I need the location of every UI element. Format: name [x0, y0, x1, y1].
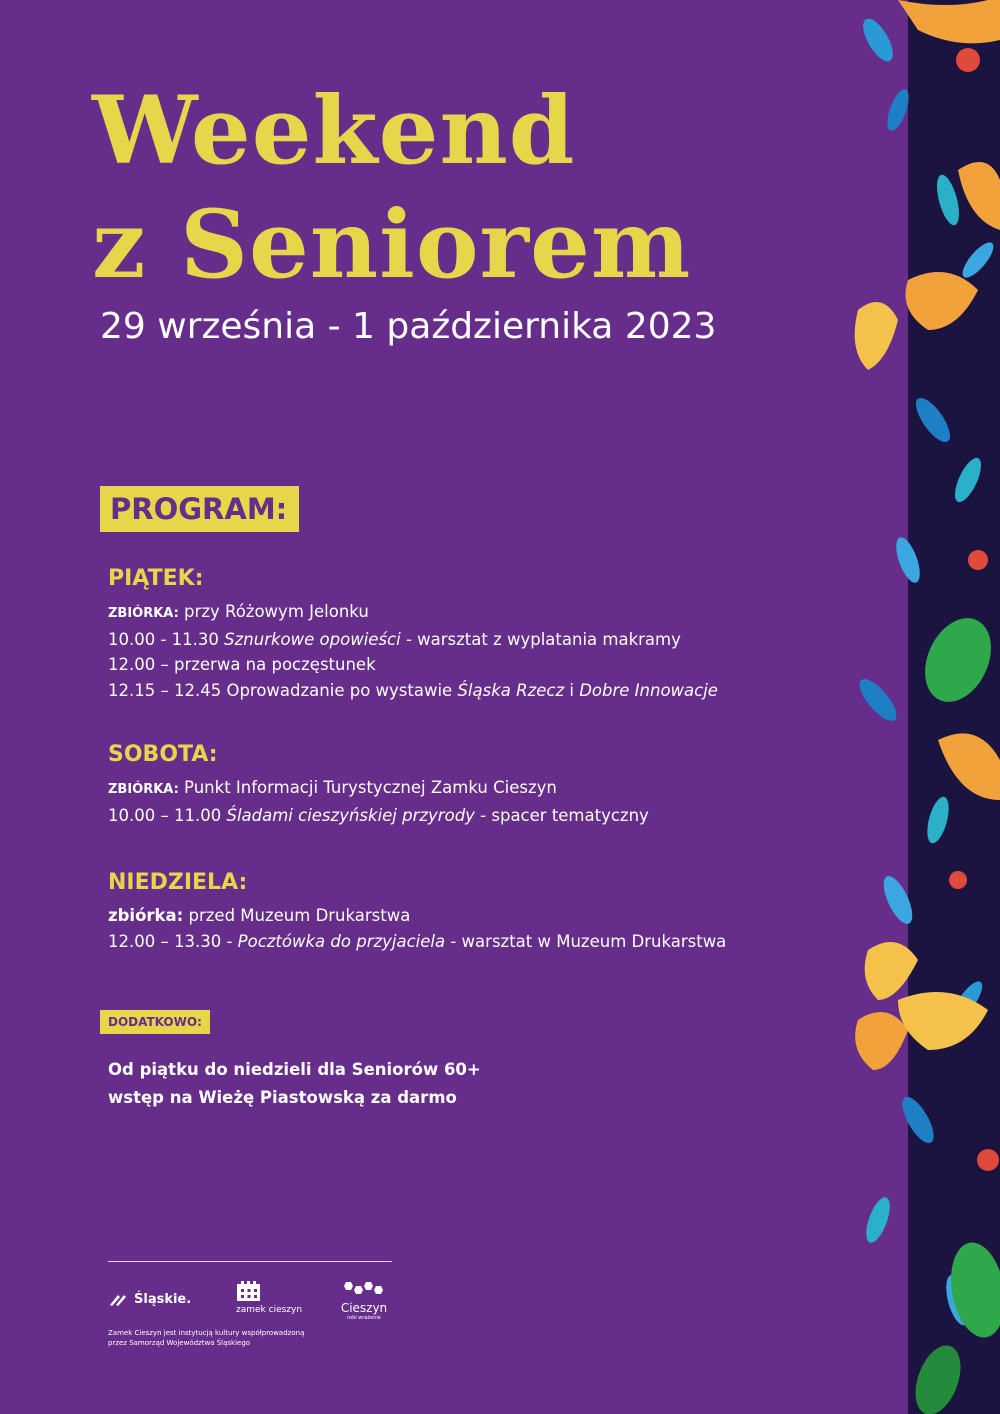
schedule-item	[108, 627, 848, 653]
meeting-label: ZBIÓRKA:	[108, 782, 179, 797]
item-title: Pocztówka do przyjaciela	[237, 931, 446, 951]
footer-note-line-2: przez Samorząd Województwa Śląskiego	[108, 1339, 251, 1347]
meeting-place: Punkt Informacji Turystycznej Zamku Cieszyn	[178, 778, 557, 797]
meeting-place: przy Różowym Jelonku	[178, 602, 369, 621]
item-prefix: 12.15 – 12.45 Oprowadzanie po wystawie	[108, 680, 458, 700]
meeting-label: ZBIÓRKA:	[108, 606, 179, 621]
footer-divider	[108, 1261, 392, 1262]
title-line-2: z Seniorem	[92, 190, 692, 300]
event-date: 29 września - 1 października 2023	[100, 306, 717, 347]
item-mid: i	[564, 680, 580, 700]
schedule-item: 12.00 – przerwa na poczęstunek	[108, 655, 376, 674]
program-label: PROGRAM:	[100, 486, 299, 532]
item-time: 10.00 - 11.30	[108, 629, 225, 649]
day-saturday	[108, 742, 848, 828]
foliage-decoration	[838, 0, 1000, 1414]
zamek-logo-text: zamek cieszyn	[236, 1305, 303, 1315]
item-title: Dobre Innowacje	[579, 680, 718, 700]
day-sunday	[108, 870, 848, 954]
footer-note-line-1: Zamek Cieszyn jest instytucją kultury współprowadzoną	[108, 1329, 305, 1337]
item-title: Śląska Rzecz	[457, 680, 565, 700]
meeting-line	[108, 903, 848, 929]
item-title: Sznurkowe opowieści	[224, 629, 401, 649]
item-time: 10.00 – 11.00	[108, 805, 227, 825]
schedule-item	[108, 803, 848, 829]
castle-icon	[236, 1280, 262, 1302]
cieszyn-logo-text: Cieszyn	[340, 1301, 388, 1315]
extra-line-2: wstęp na Wieżę Piastowską za darmo	[108, 1088, 457, 1107]
item-time: 12.00 – 13.30 -	[108, 931, 238, 951]
extra-text	[108, 1056, 481, 1112]
extra-label: DODATKOWO:	[100, 1010, 210, 1034]
meeting-label: zbiórka:	[108, 906, 184, 925]
zamek-logo	[236, 1280, 302, 1315]
item-desc: - spacer tematyczny	[474, 805, 649, 825]
meeting-place: przed Muzeum Drukarstwa	[183, 906, 411, 925]
day-heading: PIĄTEK:	[108, 566, 204, 591]
footer-note	[108, 1328, 304, 1348]
day-heading: NIEDZIELA:	[108, 870, 248, 895]
title-line-1: Weekend	[92, 76, 576, 186]
meeting-line	[108, 775, 848, 803]
slaskie-logo-text: Śląskie.	[134, 1292, 192, 1307]
meeting-line	[108, 599, 848, 627]
day-friday	[108, 566, 848, 703]
item-title: Śladami cieszyńskiej przyrody	[226, 805, 475, 825]
schedule-item	[108, 678, 848, 704]
cieszyn-hex-icon	[340, 1280, 388, 1298]
schedule-item	[108, 929, 848, 955]
slaskie-icon	[108, 1293, 128, 1307]
item-desc: - warsztat z wyplatania makramy	[400, 629, 681, 649]
cieszyn-logo-tagline: robi wrażenie	[347, 1315, 381, 1321]
slaskie-logo	[108, 1292, 191, 1307]
poster-title	[92, 74, 691, 302]
day-heading: SOBOTA:	[108, 742, 218, 767]
item-desc: - warsztat w Muzeum Drukarstwa	[445, 931, 727, 951]
cieszyn-logo	[340, 1280, 388, 1321]
extra-line-1: Od piątku do niedzieli dla Seniorów 60+	[108, 1060, 481, 1079]
